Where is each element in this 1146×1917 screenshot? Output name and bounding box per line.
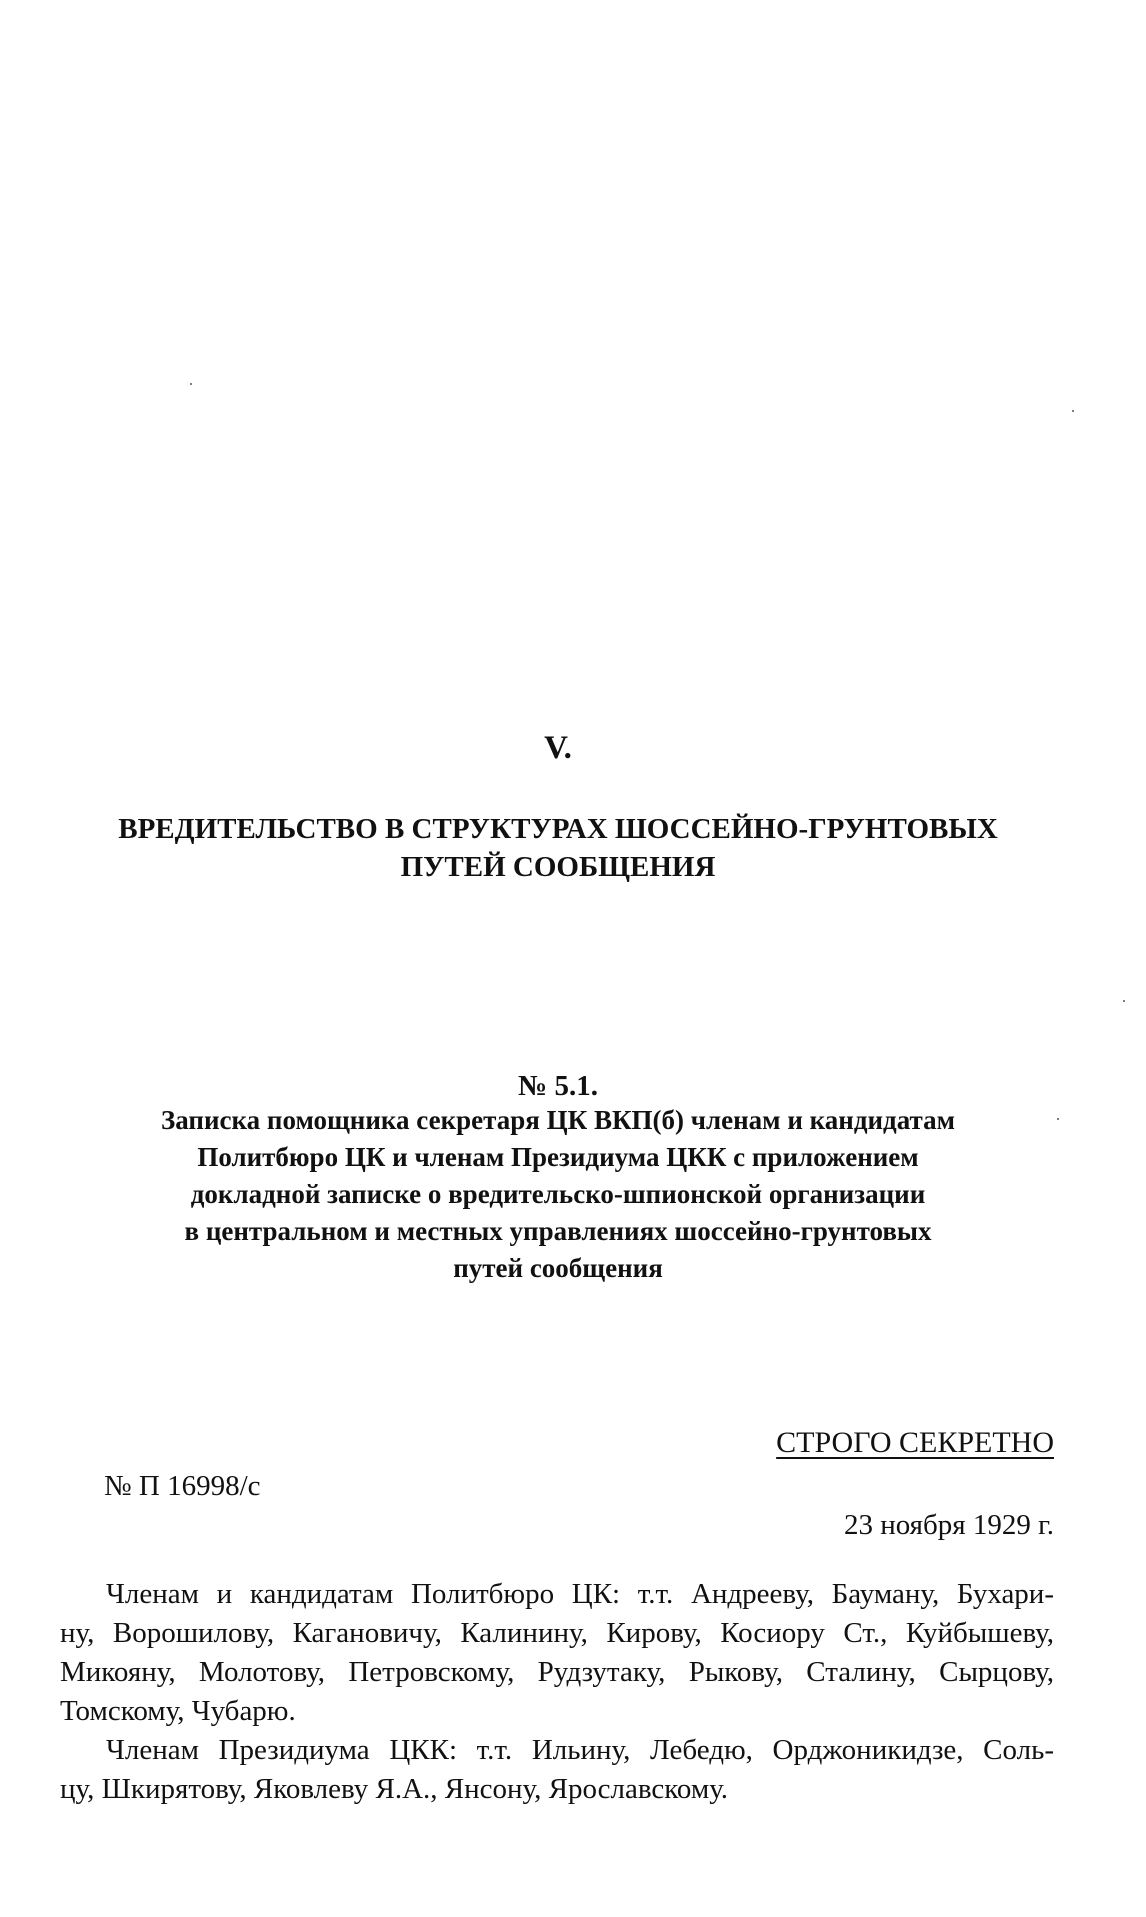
document-title bbox=[60, 1102, 1056, 1287]
body-line: Томскому, Чубарю. bbox=[60, 1695, 296, 1727]
section-title-line: ПУТЕЙ СООБЩЕНИЯ bbox=[400, 851, 716, 883]
body-line: Членам и кандидатам Политбюро ЦК: т.т. Андрееву, Бауману, Бухари- bbox=[106, 1578, 1054, 1610]
document-title-line: путей сообщения bbox=[453, 1253, 663, 1283]
body-line: ну, Ворошилову, Кагановичу, Калинину, Кирову, Косиору Ст., Куйбышеву, bbox=[60, 1617, 1054, 1649]
registration-number: № П 16998/с bbox=[104, 1470, 261, 1502]
addressees-presidium bbox=[60, 1731, 1054, 1809]
document-number: № 5.1. bbox=[518, 1070, 598, 1102]
section-number: V. bbox=[544, 730, 572, 766]
document-title-line: Записка помощника секретаря ЦК ВКП(б) членам и кандидатам bbox=[161, 1105, 955, 1135]
document-title-line: Политбюро ЦК и членам Президиума ЦКК с приложением bbox=[197, 1142, 919, 1172]
document-body bbox=[60, 1575, 1054, 1809]
scan-speck bbox=[1072, 410, 1074, 412]
scan-speck bbox=[1123, 1000, 1125, 1002]
scan-speck bbox=[1057, 1118, 1059, 1120]
classification-stamp: СТРОГО СЕКРЕТНО bbox=[776, 1426, 1054, 1459]
body-line: цу, Шкирятову, Яковлеву Я.А., Янсону, Ярославскому. bbox=[60, 1773, 729, 1805]
scan-speck bbox=[190, 383, 192, 385]
body-line: Членам Президиума ЦКК: т.т. Ильину, Лебедю, Орджоникидзе, Соль- bbox=[106, 1734, 1054, 1766]
section-title-line: ВРЕДИТЕЛЬСТВО В СТРУКТУРАХ ШОССЕЙНО-ГРУНТОВЫХ bbox=[118, 813, 998, 845]
document-title-line: докладной записке о вредительско-шпионской организации bbox=[190, 1179, 926, 1209]
document-title-line: в центральном и местных управлениях шоссейно-грунтовых bbox=[184, 1216, 932, 1246]
addressees-politburo bbox=[60, 1575, 1054, 1731]
document-date: 23 ноября 1929 г. bbox=[843, 1509, 1054, 1541]
body-line: Микояну, Молотову, Петровскому, Рудзутаку, Рыкову, Сталину, Сырцову, bbox=[60, 1656, 1054, 1688]
section-title bbox=[40, 810, 1076, 886]
